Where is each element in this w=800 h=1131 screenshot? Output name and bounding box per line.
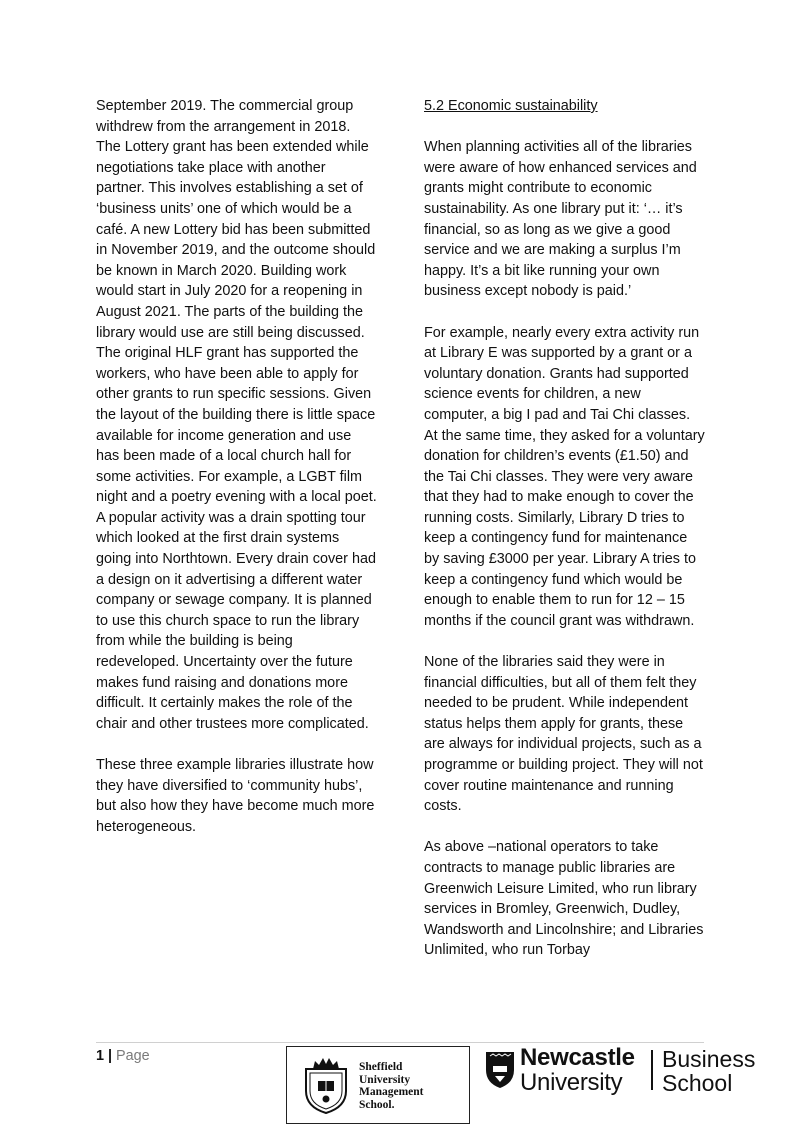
paragraph: These three example libraries illustrate how they have diversified to ‘community hubs’, but also how they have become much more heterogeneous. [96, 757, 375, 835]
logo-divider [651, 1050, 653, 1090]
page-number-label: Page [116, 1048, 150, 1064]
footer-divider [96, 1042, 704, 1043]
paragraph: When planning activities all of the libraries were aware of how enhanced services and grants might contribute to economic sustainability. As one library put it: ‘… it’s financial, so as long as we give a good service and we are making a surplus I’m happy. It’s a bit like running your own business except nobody is paid.’ [424, 139, 697, 300]
shield-icon [484, 1050, 516, 1090]
right-column [424, 96, 706, 982]
paragraph: For example, nearly every extra activity run at Library E was supported by a grant or a voluntary donation. Grants had supported science events for children, a new computer, a big I pad and Tai Chi classes. At the same time, they asked for a voluntary donation for children’s events (£1.50) and the Tai Chi classes. They were very aware that they had to make enough to cover the running costs. Similarly, Library D tries to keep a contingency fund for maintenance by saving £3000 per year. Library A tries to keep a contingency fund which would be enough to enable them to run for 12 – 15 months if the council grant was withdrawn. [424, 324, 705, 629]
paragraph: As above –national operators to take contracts to manage public libraries are Greenwich Leisure Limited, who run library services in Bromley, Greenwich, Dudley, Wandsworth and Lincolnshire; and Libraries Unlimited, who run Torbay [424, 839, 704, 959]
page-number [96, 1048, 150, 1064]
paragraph: September 2019. The commercial group withdrew from the arrangement in 2018. The Lottery grant has been extended while negotiations take place with another partner. This involves establishing a set of ‘business units’ one of which would be a café. A new Lottery bid has been submitted in November 2019, and the outcome should be known in March 2020. Building work would start in July 2020 for a reopening in August 2021. The parts of the building the library would use are still being discussed. The original HLF grant has supported the workers, who have been able to apply for other grants to run specific sessions. Given the layout of the building there is little space available for income generation and use has been made of a local church hall for some activities. For example, a LGBT film night and a poetry evening with a local poet. A popular activity was a drain spotting tour which looked at the first drain systems going into Northtown. Every drain cover had a design on it advertising a different water company or sewage company. It is planned to use this church space to run the library from while the building is being redeveloped. Uncertainty over the future makes fund raising and donations more difficult. It certainly makes the role of the chair and other trustees more complicated. [96, 98, 377, 732]
crest-icon [301, 1055, 351, 1115]
paragraph: None of the libraries said they were in financial difficulties, but all of them felt they needed to be prudent. While independent status helps them apply for grants, these are always for individual projects, such as a programme or building project. They will not cover routine maintenance and running costs. [424, 654, 703, 815]
business-school-wordmark: Business School [662, 1046, 756, 1096]
page-number-value: 1 [96, 1048, 105, 1064]
page-number-separator: | [108, 1048, 113, 1064]
newcastle-wordmark: Newcastle University [520, 1044, 635, 1096]
section-heading: 5.2 Economic sustainability [424, 98, 598, 114]
sheffield-logo-text: Sheffield University Management School. [359, 1061, 424, 1111]
left-column [96, 96, 378, 858]
sheffield-management-school-logo [286, 1046, 470, 1124]
